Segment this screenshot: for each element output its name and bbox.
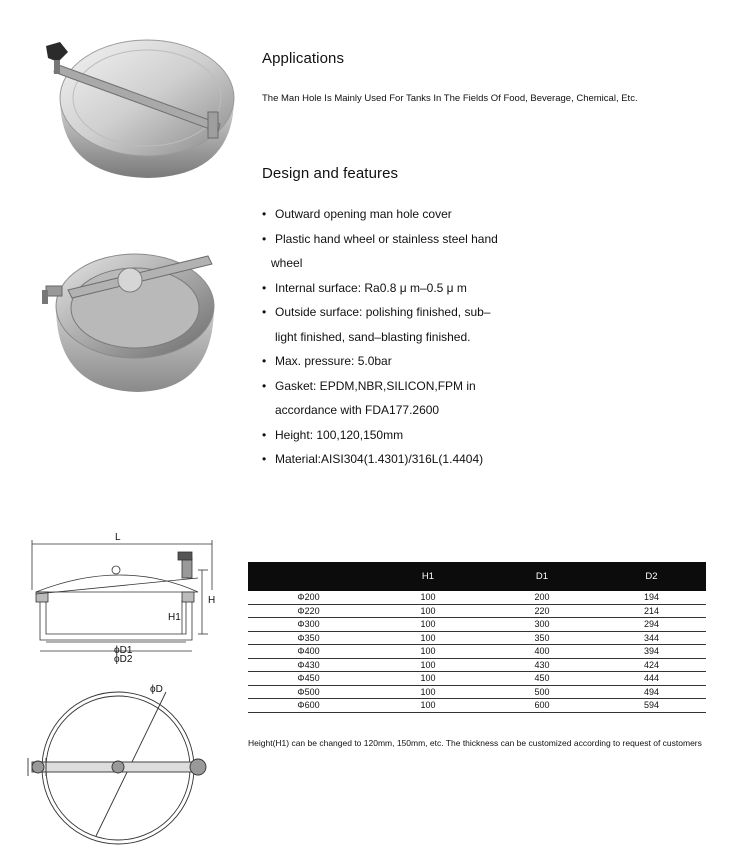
label-H1: H1 <box>168 612 181 623</box>
feature-item-cont: accordance with FDA177.2600 <box>275 403 440 417</box>
table-row: Φ430 100 430 424 <box>248 658 706 672</box>
feature-item: • Outside surface: polishing finished, sub– <box>262 305 491 319</box>
feature-item: • Internal surface: Ra0.8 μ m–0.5 μ m <box>262 280 467 295</box>
design-title: Design and features <box>262 165 399 182</box>
table-header: D1 <box>487 562 597 591</box>
feature-item: • Height: 100,120,150mm <box>262 427 404 442</box>
feature-item: • Max. pressure: 5.0bar <box>262 354 392 368</box>
feature-list <box>262 202 562 472</box>
label-D2: ϕD2 <box>114 654 133 665</box>
applications-text: The Man Hole Is Mainly Used For Tanks In The Fields Of Food, Beverage, Chemical, Etc. <box>262 93 638 104</box>
manhole-open-photo <box>38 246 238 396</box>
table-row: Φ220 100 220 214 <box>248 604 706 618</box>
table-header-row <box>248 562 706 591</box>
table-row: Φ450 100 450 444 <box>248 672 706 686</box>
table-row: Φ600 100 600 594 <box>248 699 706 713</box>
manhole-closed-photo <box>38 36 238 186</box>
table-row: Φ200 100 200 194 <box>248 591 706 604</box>
table-header: H1 <box>369 562 487 591</box>
feature-item-cont: light finished, sand–blasting finished. <box>275 329 471 344</box>
top-view-drawing <box>26 688 226 848</box>
label-D: ϕD <box>150 684 163 695</box>
label-D1: ϕD1 <box>114 645 133 656</box>
feature-item-cont: wheel <box>271 256 303 270</box>
label-H: H <box>208 595 216 606</box>
spec-table <box>248 562 706 713</box>
table-row: Φ350 100 350 344 <box>248 631 706 645</box>
label-L: L <box>115 532 121 543</box>
feature-item: • Outward opening man hole cover <box>262 207 452 221</box>
feature-item: • Gasket: EPDM,NBR,SILICON,FPM in <box>262 378 476 393</box>
feature-item: • Material:AISI304(1.4301)/316L(1.4404) <box>262 452 484 466</box>
table-row: Φ300 100 300 294 <box>248 618 706 632</box>
feature-item: • Plastic hand wheel or stainless steel hand <box>262 231 498 246</box>
table-row: Φ500 100 500 494 <box>248 685 706 699</box>
footnote: Height(H1) can be changed to 120mm, 150mm, etc. The thickness can be customized according to request of customers <box>248 738 702 748</box>
table-header: D2 <box>597 562 706 591</box>
table-header <box>248 562 369 591</box>
applications-title: Applications <box>262 50 345 67</box>
table-row: Φ400 100 400 394 <box>248 645 706 659</box>
